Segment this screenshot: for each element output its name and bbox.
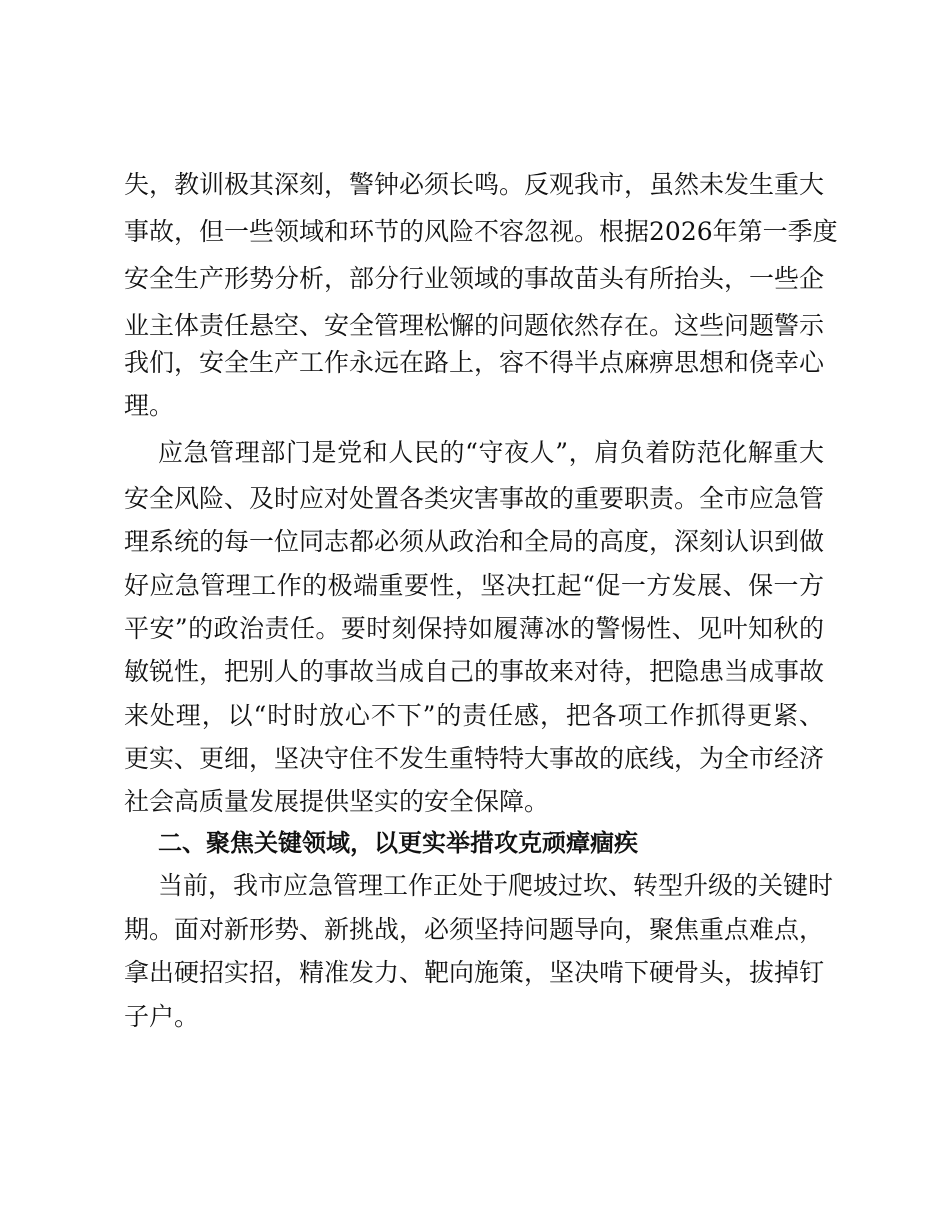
paragraph-2-line-6: 敏锐性，把别人的事故当成自己的事故来对待，把隐患当成事故 xyxy=(124,657,825,686)
paragraph-2-line-7: 来处理，以“时时放心不下”的责任感，把各项工作抓得更紧、 xyxy=(124,701,824,730)
paragraph-1-line-5: 我们，安全生产工作永远在路上，容不得半点麻痹思想和侥幸心 xyxy=(124,348,825,377)
paragraph-2-line-8: 更实、更细，坚决守住不发生重特特大事故的底线，为全市经济 xyxy=(124,744,825,773)
paragraph-2-line-3: 理系统的每一位同志都必须从政治和全局的高度，深刻认识到做 xyxy=(124,527,825,556)
paragraph-1-line-2: 事故，但一些领域和环节的风险不容忽视。根据2026年第一季度 xyxy=(124,217,838,246)
paragraph-1-line-3: 安全生产形势分析，部分行业领域的事故苗头有所抬头，一些企 xyxy=(124,264,825,293)
section-heading: 二、聚焦关键领域，以更实举措攻克顽瘴痼疾 xyxy=(158,829,638,857)
paragraph-2-line-2: 安全风险、及时应对处置各类灾害事故的重要职责。全市应急管 xyxy=(124,484,825,513)
paragraph-2-line-4: 好应急管理工作的极端重要性，坚决扛起“促一方发展、保一方 xyxy=(124,571,824,600)
paragraph-1-line-4: 业主体责任悬空、安全管理松懈的问题依然存在。这些问题警示 xyxy=(124,311,825,340)
paragraph-1-line-1: 失，教训极其深刻，警钟必须长鸣。反观我市，虽然未发生重大 xyxy=(124,170,825,199)
paragraph-3-line-4: 子户。 xyxy=(124,1002,200,1031)
paragraph-2-line-5: 平安”的政治责任。要时刻保持如履薄冰的警惕性、见叶知秋的 xyxy=(124,614,824,643)
paragraph-2-line-1: 应急管理部门是党和人民的“守夜人”，肩负着防范化解重大 xyxy=(158,438,824,467)
paragraph-1-line-6: 理。 xyxy=(124,391,175,420)
paragraph-3-line-2: 期。面对新形势、新挑战，必须坚持问题导向，聚焦重点难点， xyxy=(124,915,825,944)
paragraph-3-line-1: 当前，我市应急管理工作正处于爬坡过坎、转型升级的关键时 xyxy=(158,871,834,900)
paragraph-2-line-9: 社会高质量发展提供坚实的安全保障。 xyxy=(124,787,550,816)
paragraph-3-line-3: 拿出硬招实招，精准发力、靶向施策，坚决啃下硬骨头，拔掉钉 xyxy=(124,958,825,987)
